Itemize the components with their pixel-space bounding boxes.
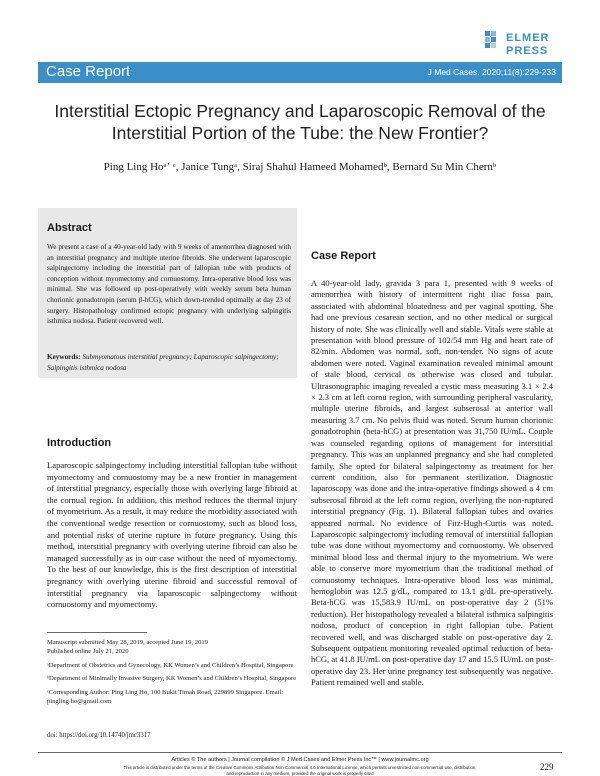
introduction-text: Laparoscopic salpingectomy including interstitial fallopian tube without myomectomy and cornuostomy may be a new frontier in management of interstitial pregnancy, especially those with overlying large fibroid at the cornual region. In addition, this method reduces the thermal injury of myometrium. As a result, it may reduce the morbidity associated with the conventional wedge resection or cornuostomy, such as blood loss, and potential risks of uterine rupture in future pregnancy. Using this method, interstitial pregnancy with overlying uterine fibroid can also be managed successfully as in our case without the need of myomectomy. To the best of our knowledge, this is the first description of interstitial pregnancy with overlying uterine fibroid and successful removal of interstitial pregnancy via laparoscopic salpingectomy without cornuostomy and myomectomy. [47,460,297,610]
page-number: 229 [540,762,554,772]
footer-copyright: Articles © The authors | Journal compilation © J Med Cases and Elmer Press Inc™ | www.journalmc.org [171,757,429,763]
publisher-logo [484,26,564,66]
affiliation-b: ᵇDepartment of Minimally Invasive Surgery, KK Women’s and Children’s Hospital, Singapore [47,675,297,683]
case-report-heading: Case Report [311,250,376,262]
article-notes [47,638,297,710]
doi-link[interactable]: doi: https://doi.org/10.14740/jmc3317 [47,732,151,739]
journal-citation: J Med Cases. 2020;11(8):229-233 [427,67,556,77]
article-type-banner [38,62,562,83]
footer-license: This article is distributed under the terms of the Creative Commons Attribution Non-Commercial 4.0 International License, which permits unrestricted non-commercial use, distribution, and reproduction in any medium, provided the original work is properly cited [123,765,477,776]
keywords-label: Keywords: [47,353,81,361]
introduction-heading: Introduction [47,437,112,449]
abstract-text: We present a case of a 40-year-old lady with 9 weeks of amenorrhea diagnosed with an interstitial pregnancy and multiple uterine fibroids. She underwent laparoscopic salpingectomy including the interstitial part of fallopian tube with products of conception without myomectomy and cornuostomy. Intra-operative blood loss was minimal. She was followed up post-operatively with weekly serum beta human chorionic gonadotropin (serum β-hCG), which down-trended optimally at day 23 of surgery. Histopathology confirmed ectopic pregnancy with underlying salpingitis isthmica nodosa. Patient recovered well. [47,243,291,326]
publisher-name-line1: ELMER [506,32,550,44]
manuscript-dates: Manuscript submitted May 28, 2019, accepted June 19, 2019 Published online July 21, 2020 [47,639,208,656]
publisher-name-line2: PRESS [506,45,549,57]
author-list: Ping Ling Hoᵃʼ ᶜ, Janice Tungᵃ, Siraj Shahul Hameed Mohamedᵇ, Bernard Su Min Chernᵇ [103,161,497,173]
article-type-label: Case Report [46,63,131,80]
corresponding-author: ᶜCorresponding Author: Ping Ling Ho, 100 Bukit Timah Road, 229899 Singapore. Email: pingling.ho@gmail.com [47,688,284,706]
abstract-heading: Abstract [47,222,92,234]
keywords-text: Submyomatous interstitial pregnancy; Laparoscopic salpingectomy; Salpingitis isthmica nodosa [47,353,279,372]
footnote-divider [47,632,147,633]
affiliation-a: ᵃDepartment of Obstetrics and Gynecology, KK Women’s and Children’s Hospital, Singapore [47,661,294,669]
keywords [47,352,291,373]
footer-divider [38,752,562,753]
elmer-press-logo-icon [484,30,504,56]
case-report-text: A 40-year-old lady, gravida 3 para 1, presented with 9 weeks of amenorrhea with history of intermittent right iliac fossa pain, associated with abdominal bloatedness and per vaginal spotting. She had one previous cesarean section, and no other medical or surgical history of note. She was clinically well and stable. Vitals were stable at presentation with blood pressure of 102/54 mm Hg and heart rate of 82/min. Abdomen was normal, soft, non-tender. No signs of acute abdomen were noted. Vaginal examination revealed minimal amount of stale blood, cervical os otherwise was closed and tubular. Ultrasonographic imaging revealed a cystic mass measuring 3.1 × 2.4 × 2.3 cm at left cornu region, with surrounding peripheral vascularity, multiple uterine fibroids, and largest subserosal at anterior wall measuring 3.7 cm. No pelvis fluid was noted. Serum human chorionic gonadotrophin (beta-hCG) at presentation was 31,750 IU/mL. Couple was counseled regarding options of management for interstitial pregnancy. This was an unplanned pregnancy and she had completed family. She opted for bilateral salpingectomy as treatment for her current condition, also for permanent sterilization. Diagnostic laparoscopy was done and the intra-operative findings showed a 4 cm subserosal fibroid at the left cornu region, overlying the non-ruptured interstitial pregnancy (Fig. 1). Bilateral fallopian tubes and ovaries appeared normal. No evidence of Fitz-Hugh-Curtis was noted. Laparoscopic salpingectomy including removal of interstitial fallopian tube was done without myomectomy and cornuostomy. We observed minimal blood loss and thermal injury to the myometrium. We were able to conserve more myometrium than the traditional method of cornuostomy techniques. Intra-operative blood loss was minimal, hemoglobin was 12.5 g/dL, compared to 13.1 g/dL pre-operatively. Beta-hCG was 15,583.9 IU/mL on post-operative day 2 (51% reduction). Her histopathology revealed a bilateral isthmica salpingitis nodosa, product of conception in right fallopian tube. Patient recovered well, and was discharged stable on post-operative day 2. Subsequent outpatient monitoring revealed optimal reduction of beta-hCG, at 41.8 IU/mL on post-operative day 17 and 15.5 IU/mL on post-operative day 23. Her urine pregnancy test subsequently was negative. Patient remained well and stable. [311,278,553,688]
article-title: Interstitial Ectopic Pregnancy and Laparoscopic Removal of the Interstitial Portion of the Tube: the New Frontier? [54,101,546,143]
